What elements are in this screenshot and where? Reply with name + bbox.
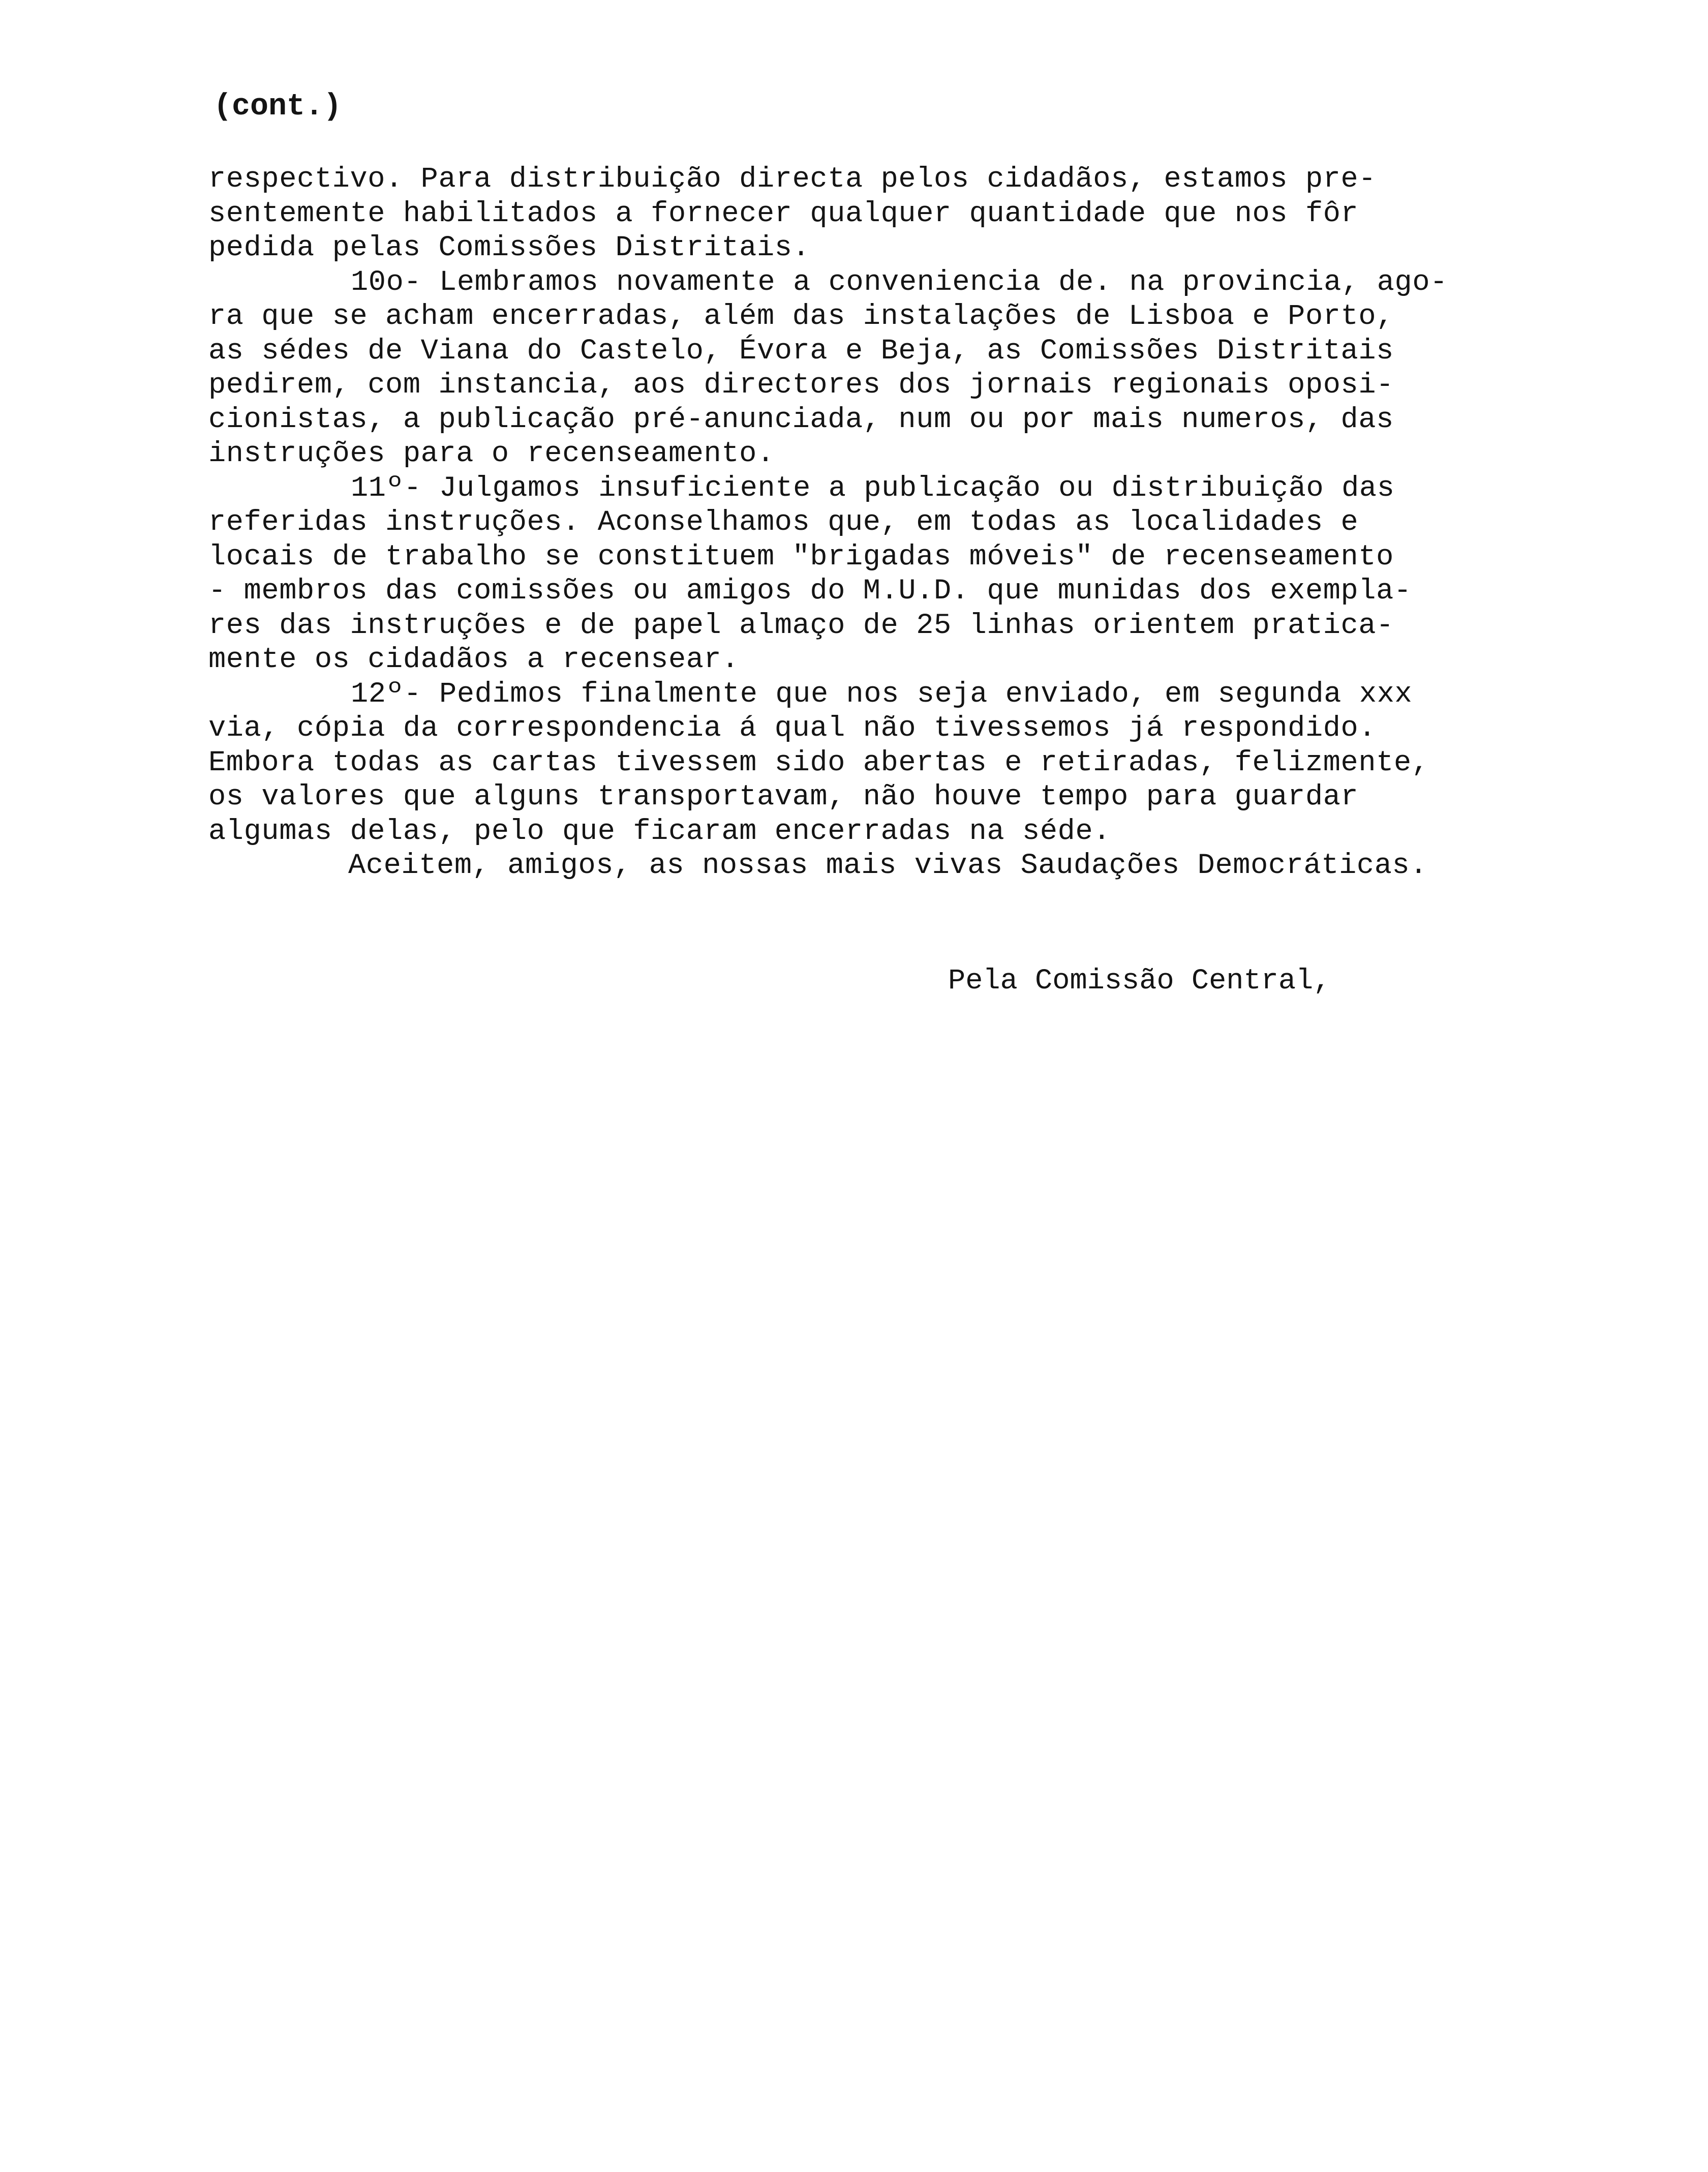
continuation-header: (cont.) [214,89,342,124]
closing-salutation: Aceitem, amigos, as nossas mais vivas Saudações Democráticas. [348,850,1428,882]
paragraph-11-start: 11º- Julgamos insuficiente a publicação ou distribuição das [351,472,1395,505]
signature-line: Pela Comissão Central, [948,965,1331,998]
text-line: mente os cidadãos a recensear. [208,644,740,676]
text-line: pedirem, com instancia, aos directores dos jornais regionais oposi- [208,369,1394,402]
text-line: pedida pelas Comissões Distritais. [208,232,810,264]
text-line: referidas instruções. Aconselhamos que, em todas as localidades e [208,506,1359,539]
text-line: res das instruções e de papel almaço de 25 linhas orientem pratica- [208,609,1394,642]
text-line: algumas delas, pelo que ficaram encerradas na séde. [208,815,1111,848]
paragraph-10-start: 10o- Lembramos novamente a conveniencia de. na provincia, ago- [351,266,1448,299]
text-line: via, cópia da correspondencia á qual não tivessemos já respondido. [208,712,1377,745]
text-line: instruções para o recenseamento. [208,438,775,470]
text-line: cionistas, a publicação pré-anunciada, num ou por mais numeros, das [208,403,1394,436]
letter-body [208,163,1632,884]
text-line: Embora todas as cartas tivessem sido abertas e retiradas, felizmente, [208,746,1429,779]
text-line: sentemente habilitados a fornecer qualquer quantidade que nos fôr [208,197,1359,230]
text-line: locais de trabalho se constituem "brigadas móveis" de recenseamento [208,540,1394,574]
text-line: - membros das comissões ou amigos do M.U.D. que munidas dos exempla- [208,575,1412,608]
text-line: respectivo. Para distribuição directa pelos cidadãos, estamos pre- [208,163,1377,196]
text-line: os valores que alguns transportavam, não houve tempo para guardar [208,781,1359,813]
text-line: as sédes de Viana do Castelo, Évora e Beja, as Comissões Distritais [208,335,1394,368]
text-line: ra que se acham encerradas, além das instalações de Lisboa e Porto, [208,300,1394,333]
paragraph-12-start: 12º- Pedimos finalmente que nos seja enviado, em segunda xxx [351,678,1413,711]
